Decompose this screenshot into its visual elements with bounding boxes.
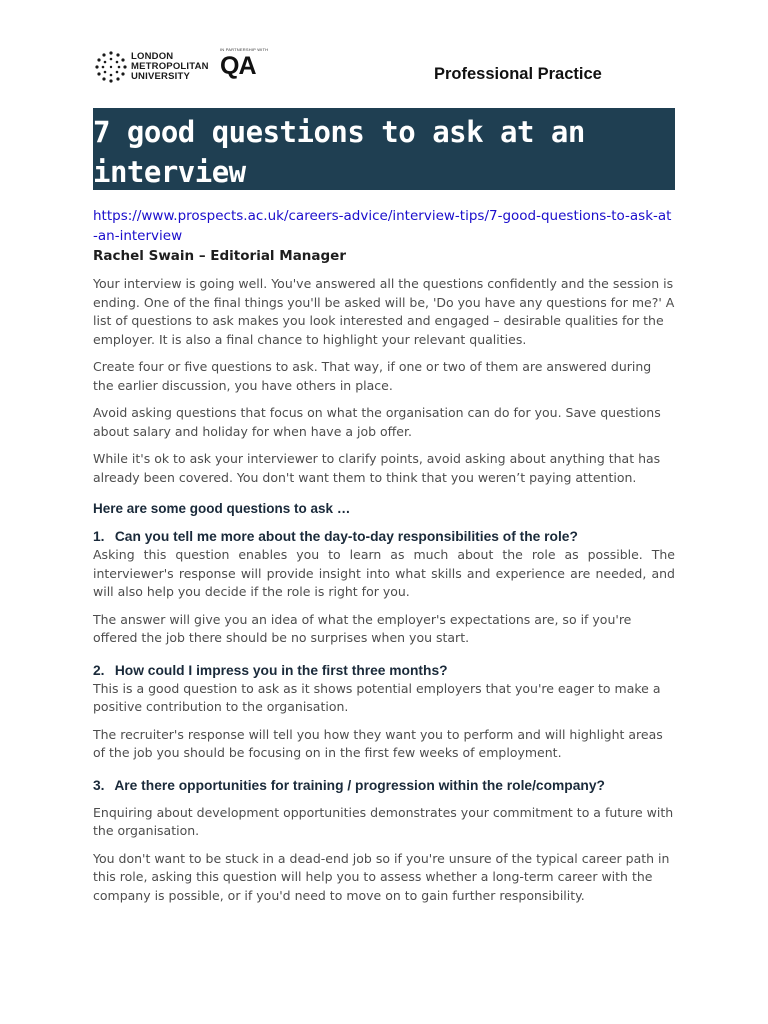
question-paragraph: This is a good question to ask as it shows potential employers that you're eager to make a positive contribution to the organisation. <box>93 680 661 714</box>
question-number: 2. <box>93 662 105 678</box>
dot-ring-icon <box>94 50 128 84</box>
intro-paragraph: Avoid asking questions that focus on what the organisation can do for you. Save questions about salary and holiday for when have a job offer. <box>93 405 661 439</box>
question-item <box>93 662 675 763</box>
university-logo <box>94 47 284 86</box>
question-heading <box>93 662 675 680</box>
question-paragraph: Asking this question enables you to learn as much about the role as possible. The interviewer's response will provide insight into what skills and experience are needed, and will also help you decide if the role is right for you. <box>93 547 675 599</box>
question-paragraph: The answer will give you an idea of what the employer's expectations are, so if you're offered the job there should be no surprises when you start. <box>93 611 632 645</box>
intro-paragraph: While it's ok to ask your interviewer to clarify points, avoid asking about anything that has already been covered. You don't want them to think that you weren’t paying attention. <box>93 451 661 485</box>
article-body <box>93 206 675 914</box>
intro-paragraph: Create four or five questions to ask. That way, if one or two of them are answered during the earlier discussion, you have others in place. <box>93 359 652 393</box>
section-title: Professional Practice <box>434 65 602 83</box>
title-banner <box>93 108 675 190</box>
source-link[interactable]: https://www.prospects.ac.uk/careers-advice/interview-tips/7-good-questions-to-ask-at-an-interview <box>93 208 672 244</box>
question-item <box>93 777 675 906</box>
intro-paragraph: Your interview is going well. You've answered all the questions confidently and the session is ending. One of the final things you'll be asked will be, 'Do you have any questions for me?' A list of questions to ask makes you look interested and engaged – desirable qualities for the employer. It is also a final chance to highlight your relevant qualities. <box>93 276 675 347</box>
page-header <box>0 0 768 100</box>
question-paragraph: You don't want to be stuck in a dead-end job so if you're unsure of the typical career path in this role, asking this question will help you to assess whether a long-term career with the company is possible, or if you'd need to move on to gain further responsibility. <box>93 850 670 903</box>
page-title: 7 good questions to ask at an interview <box>93 115 585 189</box>
question-heading <box>93 777 675 795</box>
logo-line-2: METROPOLITAN <box>131 61 209 72</box>
question-number: 1. <box>93 529 105 544</box>
question-paragraph: The recruiter's response will tell you how they want you to perform and will highlight areas of the job you should be focusing on in the first few weeks of employment. <box>93 726 663 760</box>
question-heading <box>93 528 675 546</box>
logo-line-1: LONDON <box>131 51 174 62</box>
question-text: Are there opportunities for training / progression within the role/company? <box>114 777 605 793</box>
university-name <box>131 52 209 82</box>
author-byline: Rachel Swain – Editorial Manager <box>93 248 346 264</box>
question-text: Can you tell me more about the day-to-day responsibilities of the role? <box>114 529 578 544</box>
logo-line-3: UNIVERSITY <box>131 71 191 82</box>
question-text: How could I impress you in the first three months? <box>114 662 448 678</box>
questions-lead: Here are some good questions to ask … <box>93 501 351 516</box>
partnership-label: IN PARTNERSHIP WITH <box>220 47 269 52</box>
question-item <box>93 528 675 648</box>
qa-logo: QA <box>220 52 256 80</box>
question-number: 3. <box>93 777 105 793</box>
question-paragraph: Enquiring about development opportunities demonstrates your commitment to a future with the organisation. <box>93 804 674 838</box>
